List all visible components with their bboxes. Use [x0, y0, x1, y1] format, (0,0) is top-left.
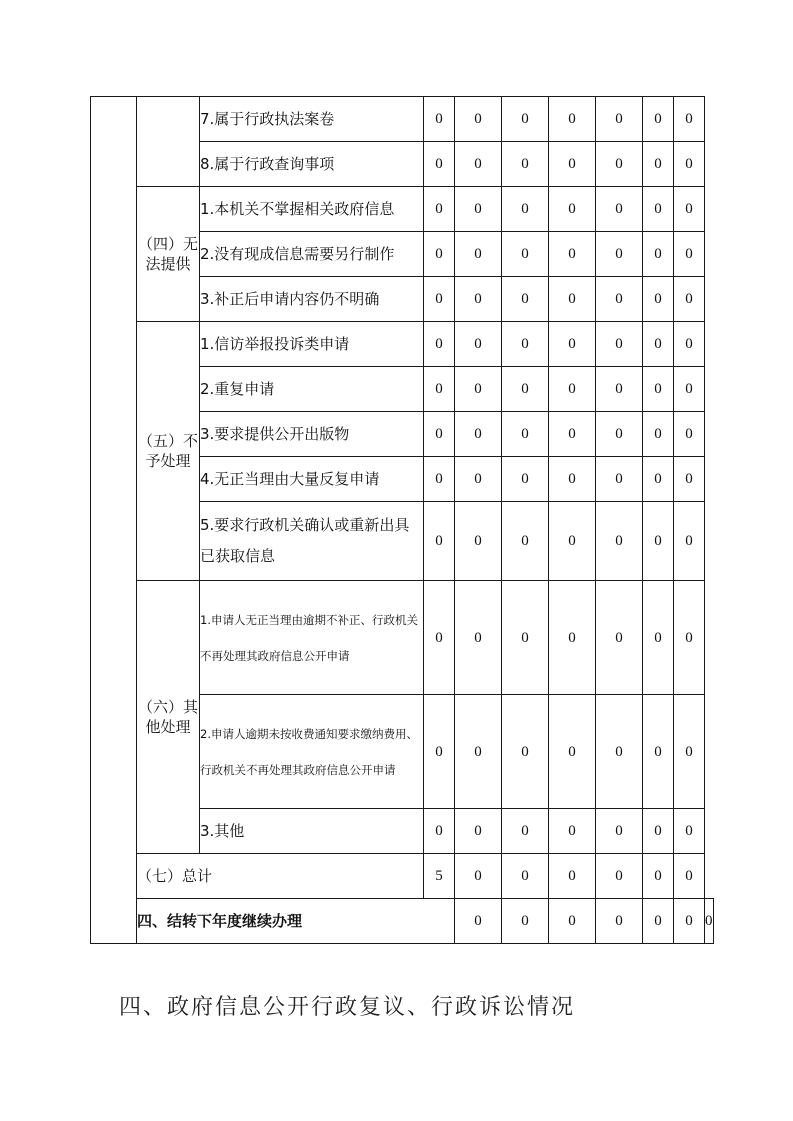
value-cell: 0	[643, 142, 674, 187]
applications-result-table	[90, 96, 714, 944]
value-cell: 0	[674, 457, 705, 502]
value-cell: 0	[424, 142, 455, 187]
value-cell: 0	[643, 809, 674, 854]
value-cell: 0	[424, 412, 455, 457]
value-cell: 0	[596, 695, 643, 809]
value-cell: 0	[596, 97, 643, 142]
row-item-label: 2.申请人逾期未按收费通知要求缴纳费用、行政机关不再处理其政府信息公开申请	[200, 695, 424, 809]
value-cell: 0	[502, 809, 549, 854]
value-cell: 0	[502, 277, 549, 322]
value-cell: 0	[674, 502, 705, 581]
value-cell: 0	[596, 187, 643, 232]
value-cell: 0	[643, 187, 674, 232]
value-cell: 0	[674, 581, 705, 695]
total-row	[91, 854, 714, 899]
value-cell: 0	[549, 502, 596, 581]
value-cell: 0	[502, 899, 549, 944]
value-cell: 0	[596, 854, 643, 899]
value-cell: 0	[549, 809, 596, 854]
value-cell: 0	[596, 899, 643, 944]
value-cell: 0	[643, 97, 674, 142]
value-cell: 0	[596, 322, 643, 367]
table-row	[91, 322, 714, 367]
value-cell: 0	[424, 322, 455, 367]
table-row	[91, 187, 714, 232]
value-cell: 0	[502, 367, 549, 412]
value-cell: 0	[674, 695, 705, 809]
row-item-label: 1.信访举报投诉类申请	[200, 322, 424, 367]
value-cell: 0	[674, 854, 705, 899]
outer-category-cell	[91, 97, 137, 944]
row-item-label: 7.属于行政执法案卷	[200, 97, 424, 142]
value-cell: 0	[455, 809, 502, 854]
row-item-label: 8.属于行政查询事项	[200, 142, 424, 187]
value-cell: 0	[502, 581, 549, 695]
value-cell: 0	[549, 457, 596, 502]
value-cell: 0	[455, 457, 502, 502]
row-item-label: 1.本机关不掌握相关政府信息	[200, 187, 424, 232]
value-cell: 0	[674, 187, 705, 232]
carryover-label: 四、结转下年度继续办理	[137, 899, 455, 944]
value-cell: 0	[502, 502, 549, 581]
value-cell: 0	[549, 581, 596, 695]
row-item-label: 1.申请人无正当理由逾期不补正、行政机关不再处理其政府信息公开申请	[200, 581, 424, 695]
value-cell: 0	[643, 695, 674, 809]
value-cell: 0	[549, 277, 596, 322]
group-label: （四）无法提供	[137, 187, 200, 322]
value-cell: 0	[424, 232, 455, 277]
value-cell: 0	[596, 277, 643, 322]
value-cell: 0	[502, 695, 549, 809]
value-cell: 0	[674, 277, 705, 322]
value-cell: 0	[455, 695, 502, 809]
value-cell: 0	[674, 367, 705, 412]
value-cell: 0	[455, 899, 502, 944]
value-cell: 5	[424, 854, 455, 899]
value-cell: 0	[549, 695, 596, 809]
value-cell: 0	[455, 97, 502, 142]
group-label	[137, 97, 200, 187]
value-cell: 0	[424, 581, 455, 695]
value-cell: 0	[643, 854, 674, 899]
row-item-label: 3.其他	[200, 809, 424, 854]
value-cell: 0	[596, 809, 643, 854]
value-cell: 0	[643, 412, 674, 457]
value-cell: 0	[502, 187, 549, 232]
table-row	[91, 581, 714, 695]
value-cell: 0	[643, 502, 674, 581]
value-cell: 0	[502, 232, 549, 277]
value-cell: 0	[455, 322, 502, 367]
value-cell: 0	[643, 322, 674, 367]
value-cell: 0	[643, 232, 674, 277]
value-cell: 0	[596, 142, 643, 187]
value-cell: 0	[674, 232, 705, 277]
value-cell: 0	[424, 367, 455, 412]
section-heading: 四、政府信息公开行政复议、行政诉讼情况	[119, 995, 576, 1020]
value-cell: 0	[424, 277, 455, 322]
value-cell: 0	[502, 322, 549, 367]
value-cell: 0	[502, 142, 549, 187]
value-cell: 0	[643, 367, 674, 412]
row-item-label: 2.没有现成信息需要另行制作	[200, 232, 424, 277]
value-cell: 0	[596, 502, 643, 581]
value-cell: 0	[549, 187, 596, 232]
value-cell: 0	[549, 232, 596, 277]
value-cell: 0	[424, 457, 455, 502]
value-cell: 0	[674, 412, 705, 457]
value-cell: 0	[455, 187, 502, 232]
value-cell: 0	[424, 97, 455, 142]
value-cell: 0	[549, 412, 596, 457]
group-label: （六）其他处理	[137, 581, 200, 854]
value-cell: 0	[596, 457, 643, 502]
value-cell: 0	[455, 367, 502, 412]
value-cell: 0	[549, 97, 596, 142]
value-cell: 0	[424, 695, 455, 809]
value-cell: 0	[424, 809, 455, 854]
table-row	[91, 97, 714, 142]
value-cell: 0	[455, 581, 502, 695]
value-cell: 0	[502, 854, 549, 899]
value-cell: 0	[643, 277, 674, 322]
value-cell: 0	[549, 899, 596, 944]
value-cell: 0	[674, 809, 705, 854]
value-cell: 0	[596, 581, 643, 695]
carryover-row	[91, 899, 714, 944]
value-cell: 0	[674, 899, 705, 944]
value-cell: 0	[424, 187, 455, 232]
total-label: （七）总计	[137, 854, 424, 899]
value-cell: 0	[502, 412, 549, 457]
value-cell: 0	[596, 232, 643, 277]
value-cell: 0	[643, 457, 674, 502]
value-cell: 0	[596, 412, 643, 457]
group-label: （五）不予处理	[137, 322, 200, 581]
value-cell: 0	[549, 367, 596, 412]
value-cell: 0	[502, 457, 549, 502]
value-cell: 0	[674, 142, 705, 187]
value-cell: 0	[502, 97, 549, 142]
value-cell: 0	[455, 412, 502, 457]
value-cell: 0	[455, 232, 502, 277]
value-cell: 0	[643, 581, 674, 695]
value-cell: 0	[455, 854, 502, 899]
value-cell: 0	[596, 367, 643, 412]
value-cell: 0	[674, 97, 705, 142]
row-item-label: 2.重复申请	[200, 367, 424, 412]
row-item-label: 3.补正后申请内容仍不明确	[200, 277, 424, 322]
value-cell: 0	[455, 142, 502, 187]
value-cell: 0	[549, 322, 596, 367]
value-cell: 0	[643, 899, 674, 944]
value-cell: 0	[705, 899, 714, 944]
value-cell: 0	[549, 854, 596, 899]
value-cell: 0	[424, 502, 455, 581]
row-item-label: 5.要求行政机关确认或重新出具已获取信息	[200, 502, 424, 581]
value-cell: 0	[549, 142, 596, 187]
value-cell: 0	[455, 277, 502, 322]
row-item-label: 4.无正当理由大量反复申请	[200, 457, 424, 502]
value-cell: 0	[455, 502, 502, 581]
value-cell: 0	[674, 322, 705, 367]
row-item-label: 3.要求提供公开出版物	[200, 412, 424, 457]
